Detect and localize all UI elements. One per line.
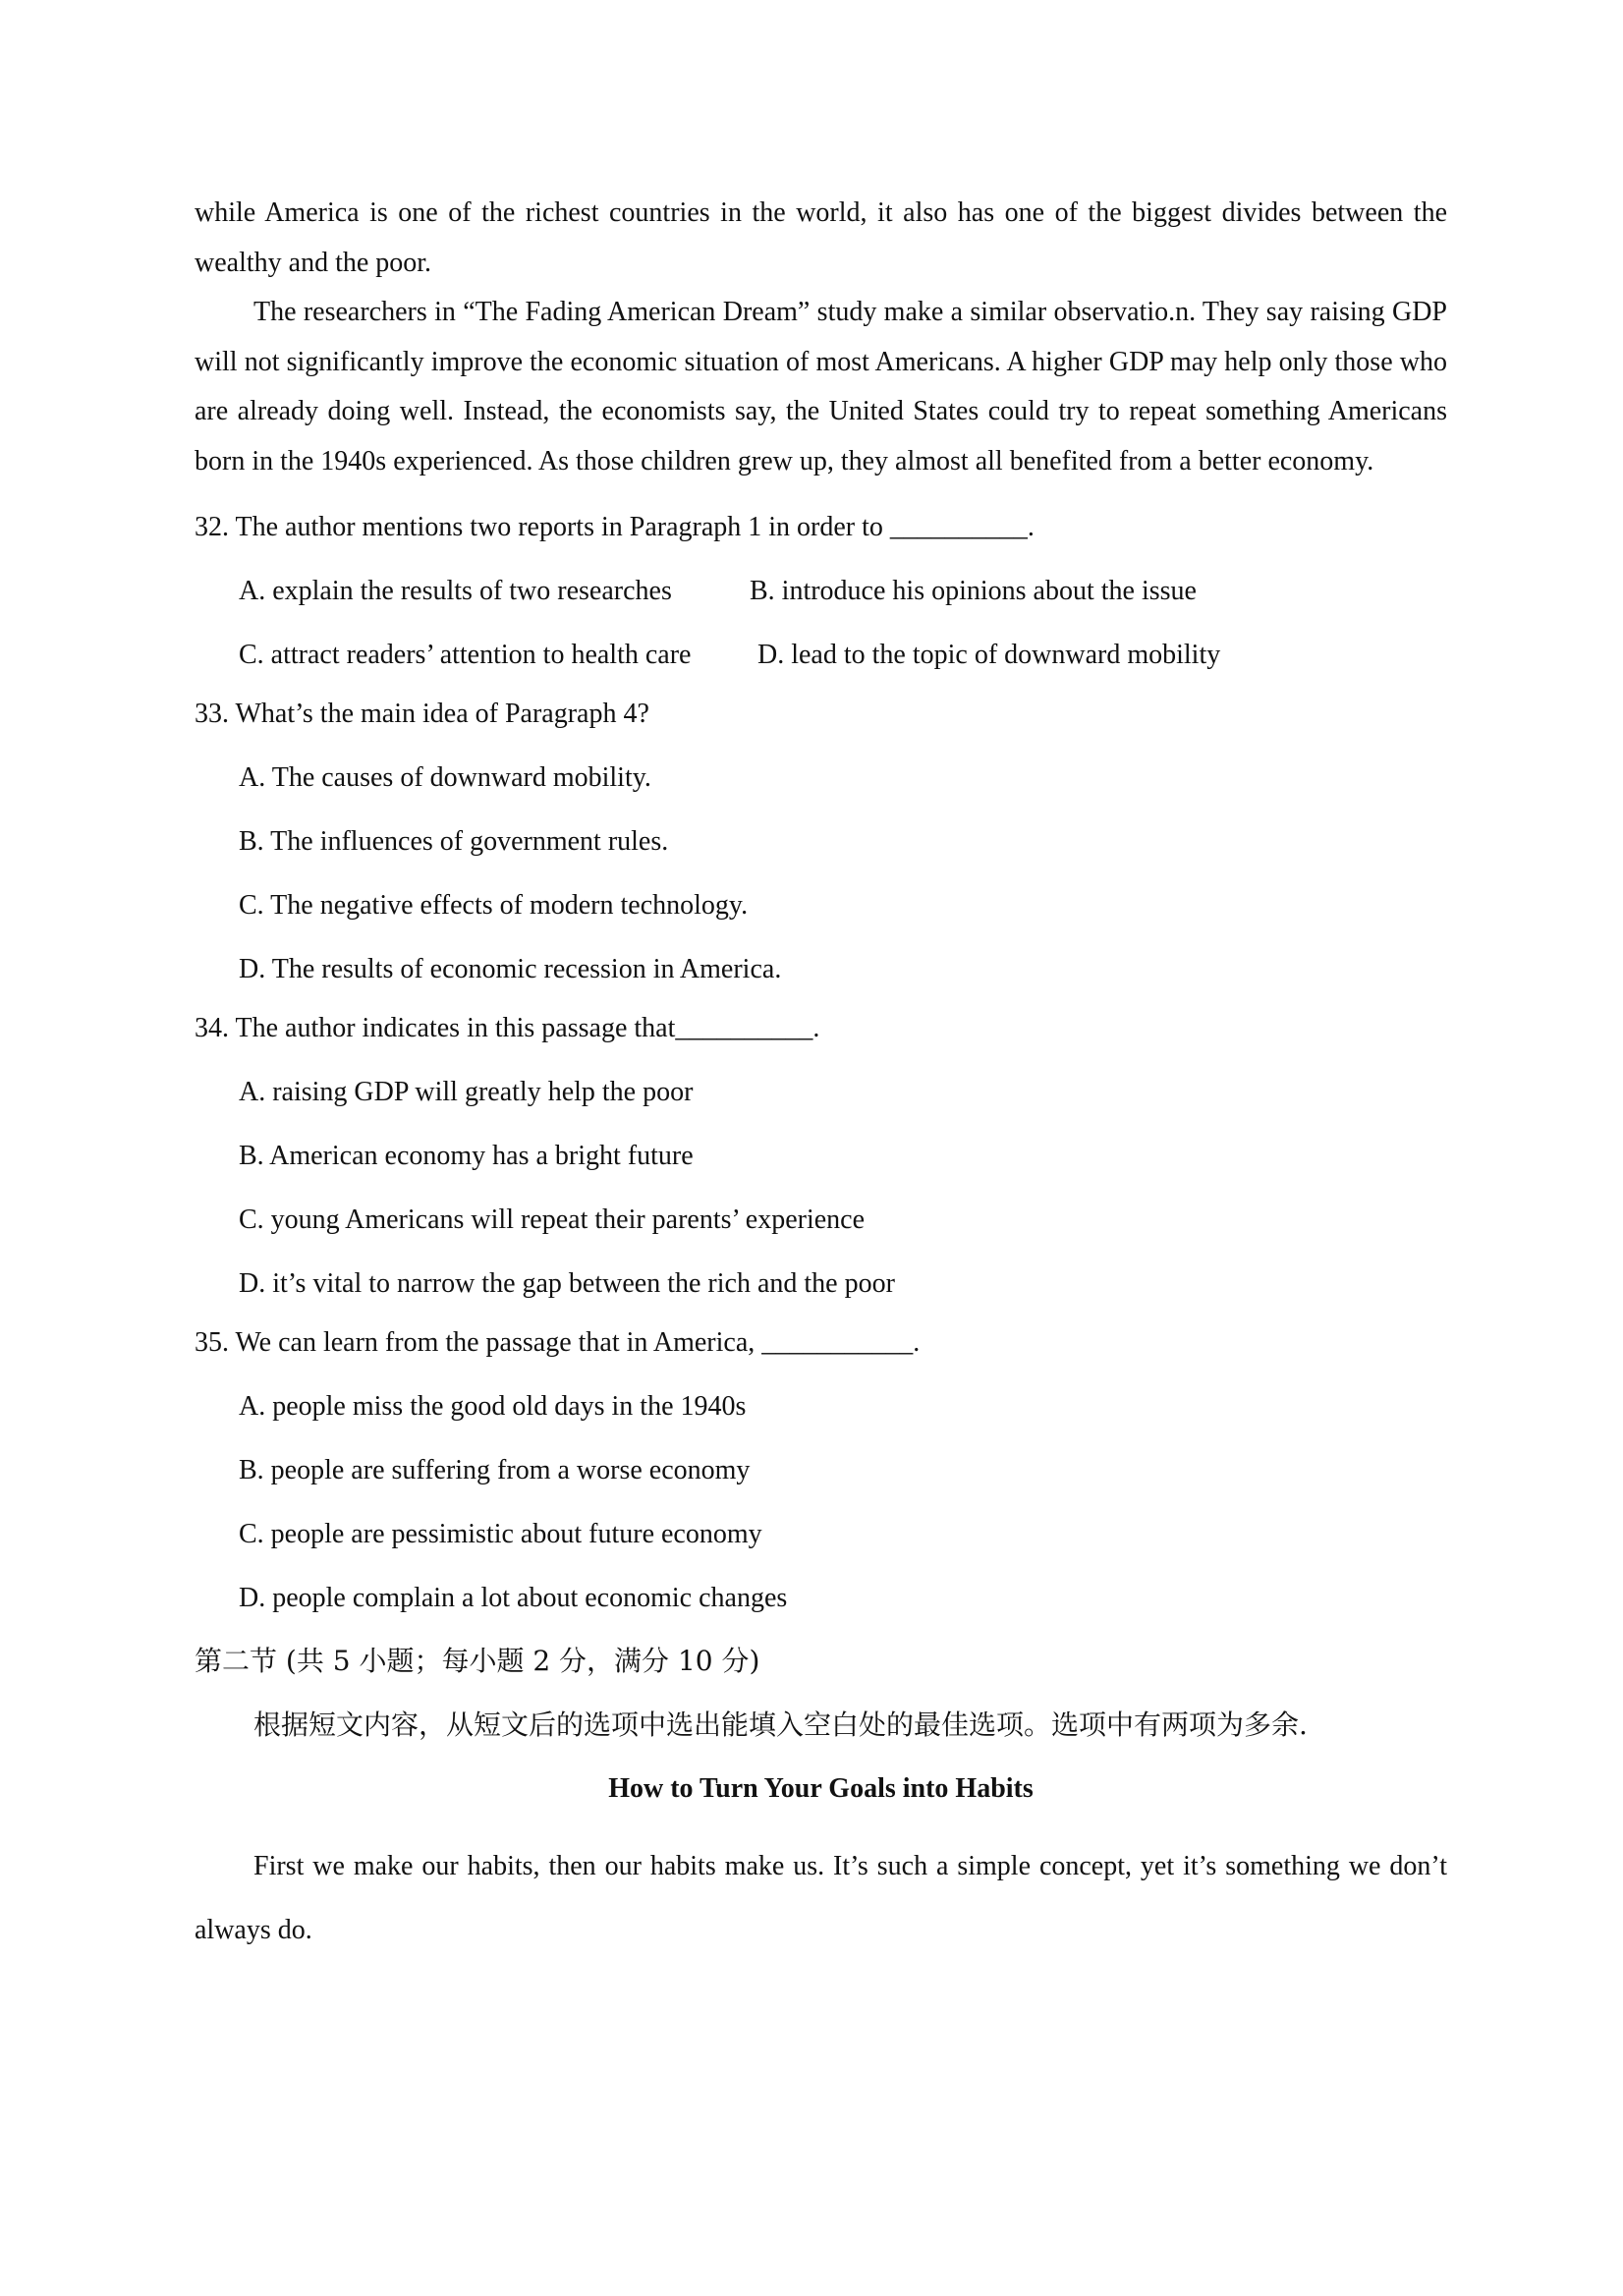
option-row bbox=[195, 574, 1447, 609]
passage-paragraph-researchers: The researchers in “The Fading American Dream” study make a similar observatio.n. They say raising GDP will not significantly improve the economic situation of most Americans. A higher GDP may help only those who are already doing well. Instead, the economists say, the United States could try to repeat something Americans born in the 1940s experienced. As those children grew up, they almost all benefited from a better economy. bbox=[195, 297, 1447, 476]
question-32 bbox=[195, 510, 1447, 673]
passage-title: How to Turn Your Goals into Habits bbox=[608, 1773, 1034, 1804]
question-35 bbox=[195, 1325, 1447, 1616]
option-a: A. The causes of downward mobility. bbox=[239, 762, 651, 793]
option-c: C. young Americans will repeat their parents’ experience bbox=[239, 1204, 866, 1235]
option-a: A. raising GDP will greatly help the poor bbox=[239, 1077, 694, 1107]
section-2 bbox=[195, 1644, 1447, 1962]
exam-page bbox=[195, 189, 1447, 1989]
option-c: C. attract readers’ attention to health care bbox=[239, 640, 692, 670]
option-d: D. The results of economic recession in America. bbox=[239, 954, 782, 984]
question-33 bbox=[195, 697, 1447, 987]
option-d: D. it’s vital to narrow the gap between the rich and the poor bbox=[239, 1268, 895, 1299]
question-stem: 32. The author mentions two reports in Paragraph 1 in order to __________. bbox=[195, 512, 1035, 542]
passage-paragraph-continued: while America is one of the richest countries in the world, it also has one of the biggest divides between the wealthy and the poor. bbox=[195, 197, 1447, 278]
question-stem: 33. What’s the main idea of Paragraph 4? bbox=[195, 699, 649, 729]
option-b: B. American economy has a bright future bbox=[239, 1141, 694, 1171]
question-34 bbox=[195, 1011, 1447, 1302]
option-a: A. people miss the good old days in the 1940s bbox=[239, 1391, 747, 1422]
question-stem: 35. We can learn from the passage that in America, ___________. bbox=[195, 1327, 921, 1358]
option-b: B. The influences of government rules. bbox=[239, 826, 669, 857]
section-heading: 第二节 (共 5 小题；每小题 2 分，满分 10 分) bbox=[195, 1645, 760, 1677]
option-a: A. explain the results of two researches bbox=[239, 576, 672, 606]
option-b: B. introduce his opinions about the issue bbox=[750, 576, 1197, 606]
option-d: D. lead to the topic of downward mobility bbox=[757, 640, 1221, 670]
option-row bbox=[195, 638, 1447, 673]
option-d: D. people complain a lot about economic changes bbox=[239, 1583, 788, 1613]
option-b: B. people are suffering from a worse economy bbox=[239, 1455, 751, 1485]
passage-body: First we make our habits, then our habits make us. It’s such a simple concept, yet it’s something we don’t always do. bbox=[195, 1851, 1447, 1945]
option-c: C. people are pessimistic about future economy bbox=[239, 1519, 762, 1549]
option-c: C. The negative effects of modern technology. bbox=[239, 890, 749, 921]
section-instruction: 根据短文内容，从短文后的选项中选出能填入空白处的最佳选项。选项中有两项为多余. bbox=[253, 1708, 1308, 1741]
question-stem: 34. The author indicates in this passage that__________. bbox=[195, 1013, 820, 1043]
